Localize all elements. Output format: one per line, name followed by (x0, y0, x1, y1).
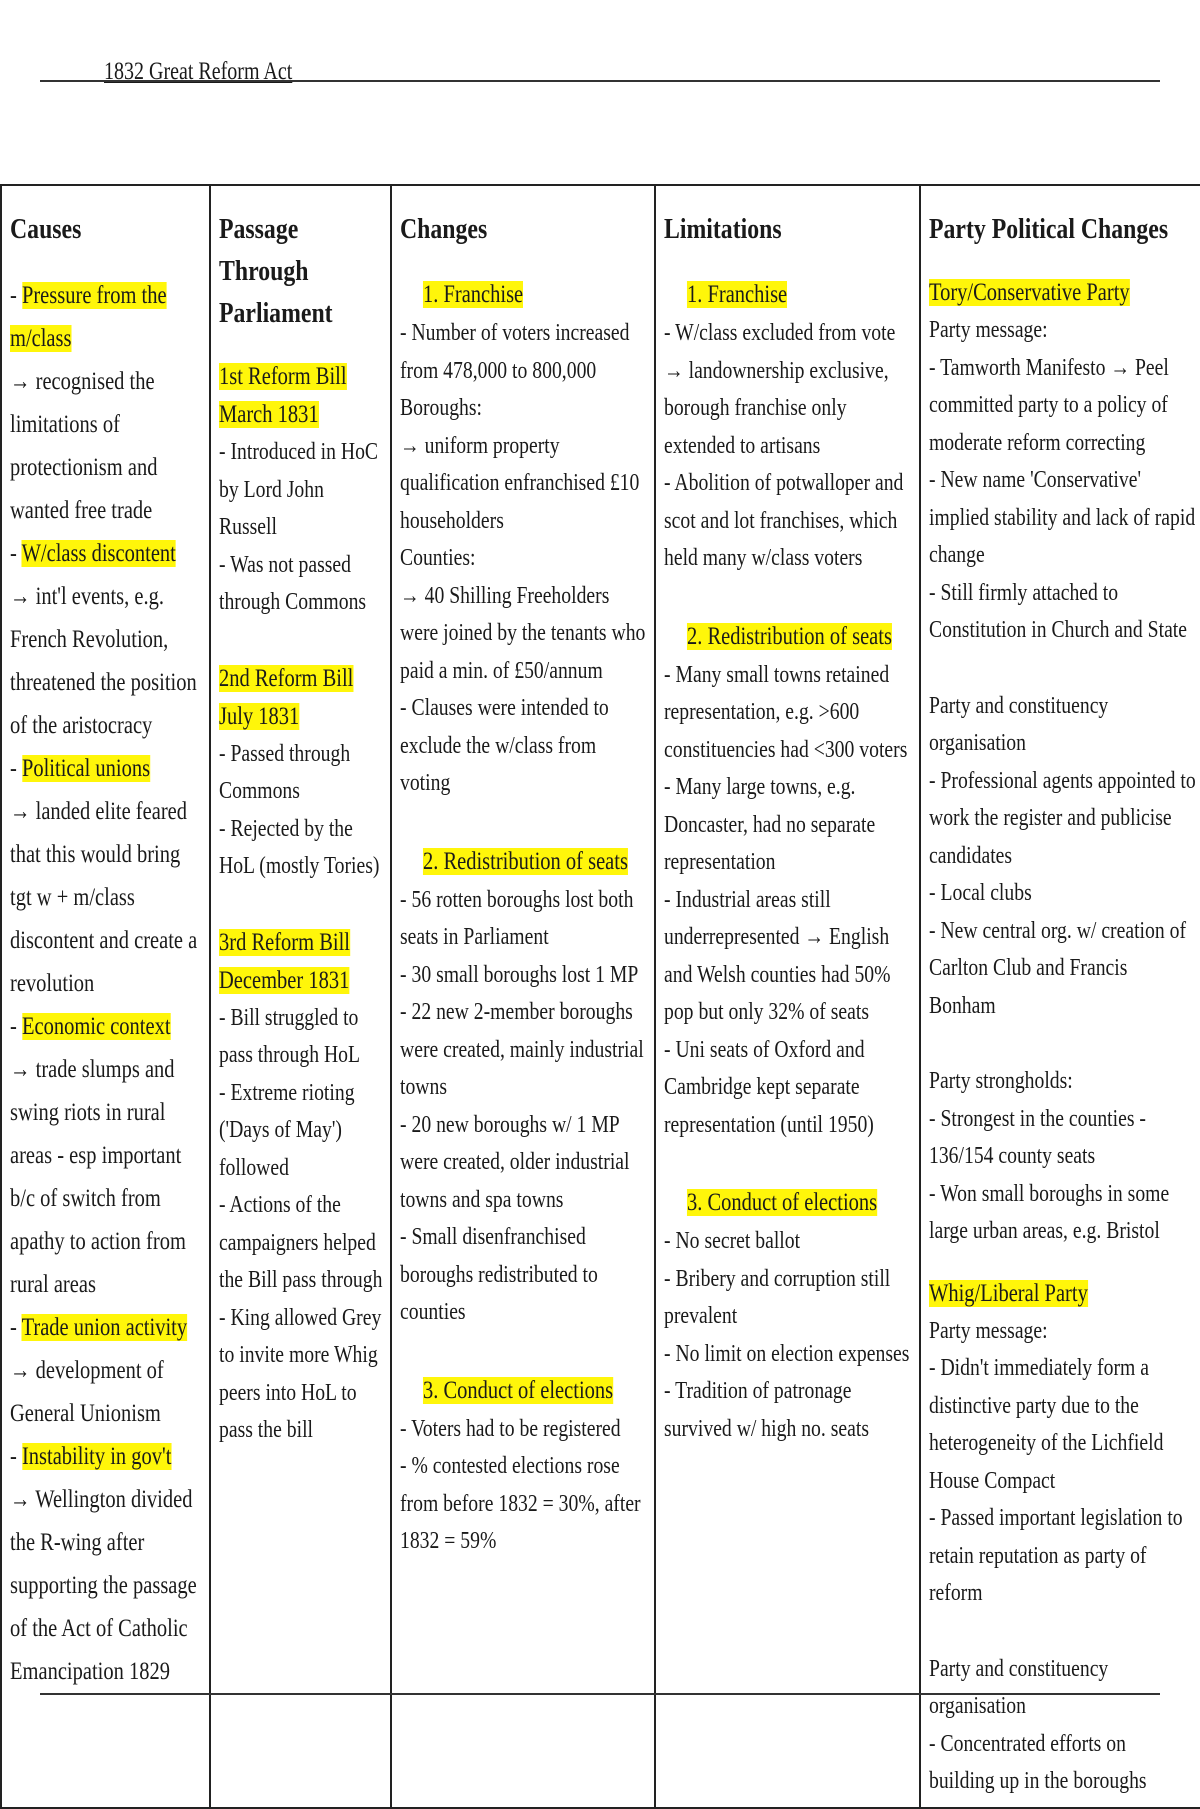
section-line: - Clauses were intended to exclude the w/class from voting (400, 695, 609, 796)
bill-point: - Rejected by the HoL (mostly Tories) (219, 815, 380, 879)
section-line: - 56 rotten boroughs lost both seats in Parliament (400, 886, 634, 950)
section-heading: 3. Conduct of elections (686, 1189, 878, 1216)
block-line: - Strongest in the counties - 136/154 county seats (929, 1105, 1146, 1169)
block-line: - Tamworth Manifesto → Peel committed party to a policy of moderate reform correcting (929, 354, 1169, 456)
section-line: - Voters had to be registered (400, 1415, 621, 1442)
section-line: - No secret ballot (664, 1228, 801, 1254)
cause-text: → trade slumps and swing riots in rural areas - esp important b/c of switch from apathy to action from rural areas (10, 1056, 186, 1298)
bill-point: - King allowed Grey to invite more Whig peers into HoL to pass the bill (219, 1304, 382, 1443)
column-changes (391, 185, 655, 1808)
cause-item: - Economic context (10, 1013, 171, 1040)
section-line: - 20 new boroughs w/ 1 MP were created, older industrial towns and spa towns (400, 1111, 630, 1213)
column-heading: Causes (10, 213, 82, 245)
section-line: - Many small towns retained representation, e.g. >600 constituencies had <300 voters (664, 661, 908, 763)
bill-point: - Extreme rioting ('Days of May') followed (219, 1079, 355, 1181)
section-line: → 40 Shilling Freeholders were joined by the tenants who paid a min. of £50/annum (400, 582, 646, 684)
column-passage (210, 185, 391, 1808)
bill-point: - Passed through Commons (219, 740, 351, 804)
section-line: - Industrial areas still underrepresented → English and Welsh counties had 50% pop but only 32% of seats (664, 886, 891, 1025)
block-title: Party message: (929, 317, 1048, 343)
table-row (1, 185, 1200, 1808)
section-heading: 3. Conduct of elections (422, 1376, 614, 1404)
section-line: → uniform property qualification enfranchised £10 householders (400, 432, 640, 534)
section-line: - Uni seats of Oxford and Cambridge kept separate representation (until 1950) (664, 1036, 874, 1138)
bill-heading: 3rd Reform Bill December 1831 (219, 928, 350, 994)
section-line: - Small disenfranchised boroughs redistributed to counties (400, 1224, 598, 1325)
block-line: - Professional agents appointed to work the register and publicise candidates (929, 767, 1196, 869)
section-line: Counties: (400, 545, 476, 571)
bill-point: - Bill struggled to pass through HoL (219, 1004, 361, 1068)
block-line: - Won small boroughs in some large urban areas, e.g. Bristol (929, 1180, 1170, 1244)
section-heading: 2. Redistribution of seats (422, 847, 628, 875)
section-heading: 2. Redistribution of seats (686, 622, 892, 650)
block-line: - Still firmly attached to Constitution in Church and State (929, 579, 1188, 643)
block-line: - Local clubs (929, 880, 1032, 906)
section-heading: 1. Franchise (422, 281, 524, 308)
bill-point: - Was not passed through Commons (219, 551, 367, 615)
column-heading: Passage Through Parliament (219, 213, 333, 329)
bill-point: - Introduced in HoC by Lord John Russell (219, 439, 379, 540)
block-title: Party and constituency organisation (929, 692, 1109, 756)
section-line: - Abolition of potwalloper and scot and lot franchises, which held many w/class voters (664, 470, 904, 571)
section-line: - Many large towns, e.g. Doncaster, had no separate representation (664, 774, 876, 875)
cause-item: - Pressure from the m/class (10, 282, 167, 352)
column-limitations (655, 185, 920, 1808)
cause-item: - Trade union activity (10, 1314, 188, 1341)
bill-heading: 1st Reform Bill March 1831 (219, 363, 347, 428)
section-line: - No limit on election expenses (664, 1340, 910, 1367)
cause-item: - Instability in gov't (10, 1443, 172, 1470)
reform-act-table (0, 184, 1200, 1809)
bill-point: - Actions of the campaigners helped the Bill pass through (219, 1192, 383, 1293)
column-heading: Party Political Changes (929, 213, 1169, 245)
block-title: Party strongholds: (929, 1068, 1073, 1094)
highlighted-label: Trade union activity (21, 1314, 188, 1341)
page-title: 1832 Great Reform Act (104, 58, 293, 85)
party-heading: Whig/Liberal Party (929, 1279, 1088, 1307)
cause-text: → landed elite feared that this would bring tgt w + m/class discontent and create a revolution (10, 798, 198, 997)
block-line: - Concentrated efforts on building up in the boroughs (929, 1730, 1147, 1794)
cause-text: → Wellington divided the R-wing after supporting the passage of the Act of Catholic Emancipation 1829 (10, 1486, 197, 1685)
highlighted-label: Economic context (21, 1013, 171, 1040)
highlighted-label: Pressure from the m/class (10, 282, 167, 352)
section-line: Boroughs: (400, 395, 483, 421)
highlighted-label: Political unions (21, 755, 151, 782)
bottom-divider (40, 1693, 1160, 1695)
party-heading: Tory/Conservative Party (929, 279, 1130, 306)
cause-text: → recognised the limitations of protectionism and wanted free trade (10, 368, 158, 524)
column-heading: Changes (400, 213, 488, 245)
column-causes (1, 185, 210, 1808)
section-heading: 1. Franchise (686, 281, 788, 308)
block-line: - New central org. w/ creation of Carlton Club and Francis Bonham (929, 917, 1187, 1019)
cause-item: - W/class discontent (10, 540, 176, 567)
column-heading: Limitations (664, 213, 782, 245)
section-line: - % contested elections rose from before 1832 = 30%, after 1832 = 59% (400, 1453, 641, 1554)
block-line: - Didn't immediately form a distinctive party due to the heterogeneity of the Lichfield House Compact (929, 1355, 1164, 1494)
section-line: - 30 small boroughs lost 1 MP (400, 961, 639, 988)
top-divider (40, 80, 1160, 82)
section-line: - Tradition of patronage survived w/ high no. seats (664, 1378, 869, 1442)
column-party-changes (920, 185, 1200, 1808)
section-line: - Number of voters increased from 478,000 to 800,000 (400, 320, 630, 384)
cause-item: - Political unions (10, 755, 151, 782)
highlighted-label: Instability in gov't (21, 1443, 172, 1470)
section-line: - 22 new 2-member boroughs were created, mainly industrial towns (400, 999, 644, 1100)
highlighted-label: W/class discontent (21, 540, 176, 567)
bill-heading: 2nd Reform Bill July 1831 (219, 664, 354, 730)
block-line: - Passed important legislation to retain reputation as party of reform (929, 1505, 1183, 1606)
cause-text: → development of General Unionism (10, 1357, 164, 1427)
block-title: Party message: (929, 1317, 1048, 1344)
block-line: - New name 'Conservative' implied stability and lack of rapid change (929, 467, 1196, 568)
section-line: - W/class excluded from vote → landownership exclusive, borough franchise only extended to artisans (664, 320, 896, 459)
cause-text: → int'l events, e.g. French Revolution, threatened the position of the aristocracy (10, 583, 197, 739)
block-title: Party and constituency organisation (929, 1655, 1109, 1719)
section-line: - Bribery and corruption still prevalent (664, 1265, 891, 1329)
